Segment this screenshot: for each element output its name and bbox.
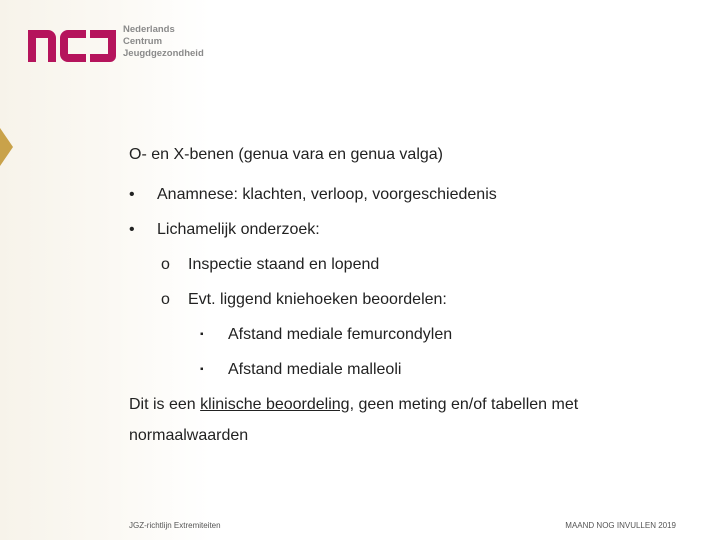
side-arrow-icon: [0, 128, 14, 166]
sub-sub-bullet-item: [200, 361, 401, 379]
sub-bullet-text: Inspectie staand en lopend: [188, 256, 380, 273]
bullet-item: [129, 186, 497, 204]
conclusion-line-1: [129, 396, 578, 414]
sub-bullet-marker: o: [161, 291, 170, 308]
sub-sub-bullet-text: Afstand mediale malleoli: [228, 361, 402, 378]
logo-line-1: Nederlands: [123, 24, 175, 35]
conclusion-prefix: Dit is een: [129, 396, 201, 413]
conclusion-underlined: klinische beoordeling: [200, 396, 350, 413]
conclusion-line-2: normaalwaarden: [129, 427, 249, 444]
sub-bullet-item: [161, 291, 447, 309]
bullet-text: Lichamelijk onderzoek:: [157, 221, 320, 238]
bullet-item: [129, 221, 320, 239]
bullet-marker: •: [129, 221, 135, 238]
bullet-text: Anamnese: klachten, verloop, voorgeschiedenis: [157, 186, 497, 203]
sub-bullet-item: [161, 256, 379, 274]
footer-date: MAAND NOG INVULLEN 2019: [565, 521, 676, 530]
sub-sub-bullet-item: [200, 326, 452, 344]
sub-sub-bullet-marker: ▪: [200, 364, 204, 375]
conclusion-suffix: , geen meting en/of tabellen met: [349, 396, 579, 413]
slide-title: O- en X-benen (genua vara en genua valga): [129, 146, 443, 163]
ncj-logo-mark-icon: [28, 26, 118, 66]
bullet-marker: •: [129, 186, 135, 203]
footer-source: JGZ-richtlijn Extremiteiten: [129, 521, 221, 530]
sub-sub-bullet-marker: ▪: [200, 329, 204, 340]
sub-sub-bullet-text: Afstand mediale femurcondylen: [228, 326, 453, 343]
sub-bullet-marker: o: [161, 256, 170, 273]
sub-bullet-text: Evt. liggend kniehoeken beoordelen:: [188, 291, 447, 308]
logo-wordmark: [123, 24, 204, 60]
logo-line-3: Jeugdgezondheid: [123, 48, 204, 59]
logo-line-2: Centrum: [123, 36, 163, 47]
